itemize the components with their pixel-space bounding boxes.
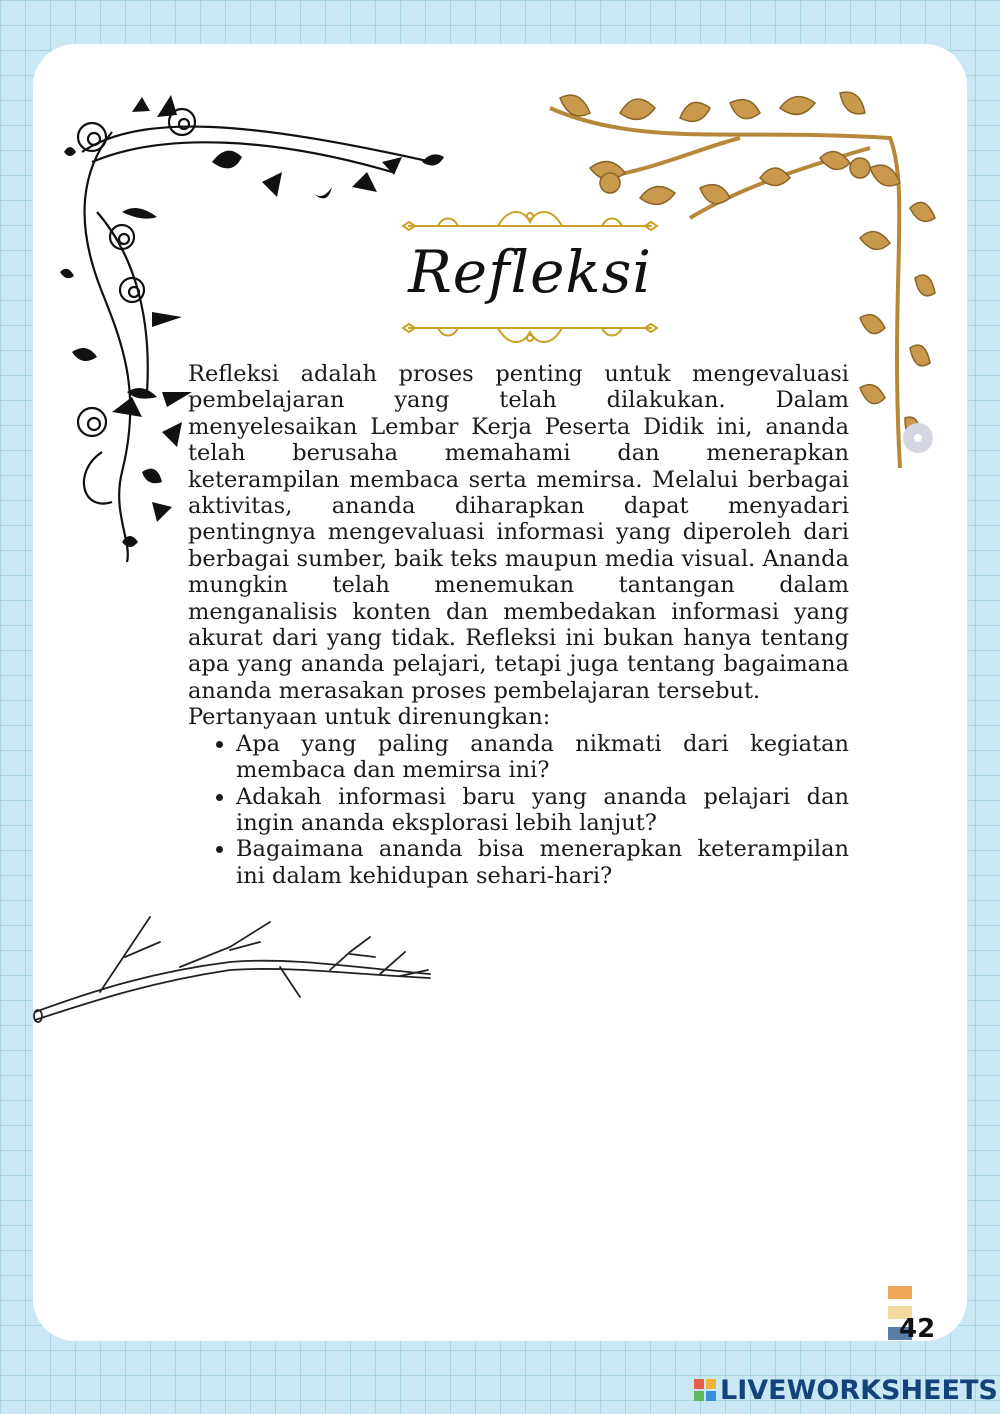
liveworksheets-brand[interactable] <box>694 1374 998 1406</box>
question-item: • Apa yang paling ananda nikmati dari kegiatan membaca dan memirsa ini? <box>236 731 849 784</box>
reflection-paragraph: Refleksi adalah proses penting untuk mengevaluasi pembelajaran yang telah dilakukan. Dalam menyelesaikan Lembar Kerja Peserta Didik ini, ananda telah berusaha memahami dan menerapkan keterampilan membaca serta memirsa. Melalui berbagai aktivitas, ananda diharapkan dapat menyadari pentingnya mengevaluasi informasi yang diperoleh dari berbagai sumber, baik teks maupun media visual. Ananda mungkin telah menemukan tantangan dalam menganalisis konten dan membedakan informasi yang akurat dari yang tidak. Refleksi ini bukan hanya tentang apa yang ananda pelajari, tetapi juga tentang bagaimana ananda merasakan proses pembelajaran tersebut. <box>188 361 849 704</box>
questions-heading: Pertanyaan untuk direnungkan: <box>188 704 551 731</box>
gold-flourish-top-icon <box>398 208 662 238</box>
reflection-content <box>188 361 849 889</box>
gold-flourish-bottom-icon <box>398 316 662 346</box>
questions-list <box>188 731 849 889</box>
brand-name: LIVEWORKSHEETS <box>720 1374 998 1406</box>
page-bar-orange <box>888 1286 912 1299</box>
liveworksheets-logo-icon <box>694 1379 716 1401</box>
page-number: 42 <box>899 1314 936 1344</box>
question-item: • Bagaimana ananda bisa menerapkan keterampilan ini dalam kehidupan sehari-hari? <box>236 836 849 889</box>
bare-branch-icon <box>30 912 435 1027</box>
question-item: • Adakah informasi baru yang ananda pelajari dan ingin ananda eksplorasi lebih lanjut? <box>236 784 849 837</box>
page-title: Refleksi <box>408 238 652 306</box>
